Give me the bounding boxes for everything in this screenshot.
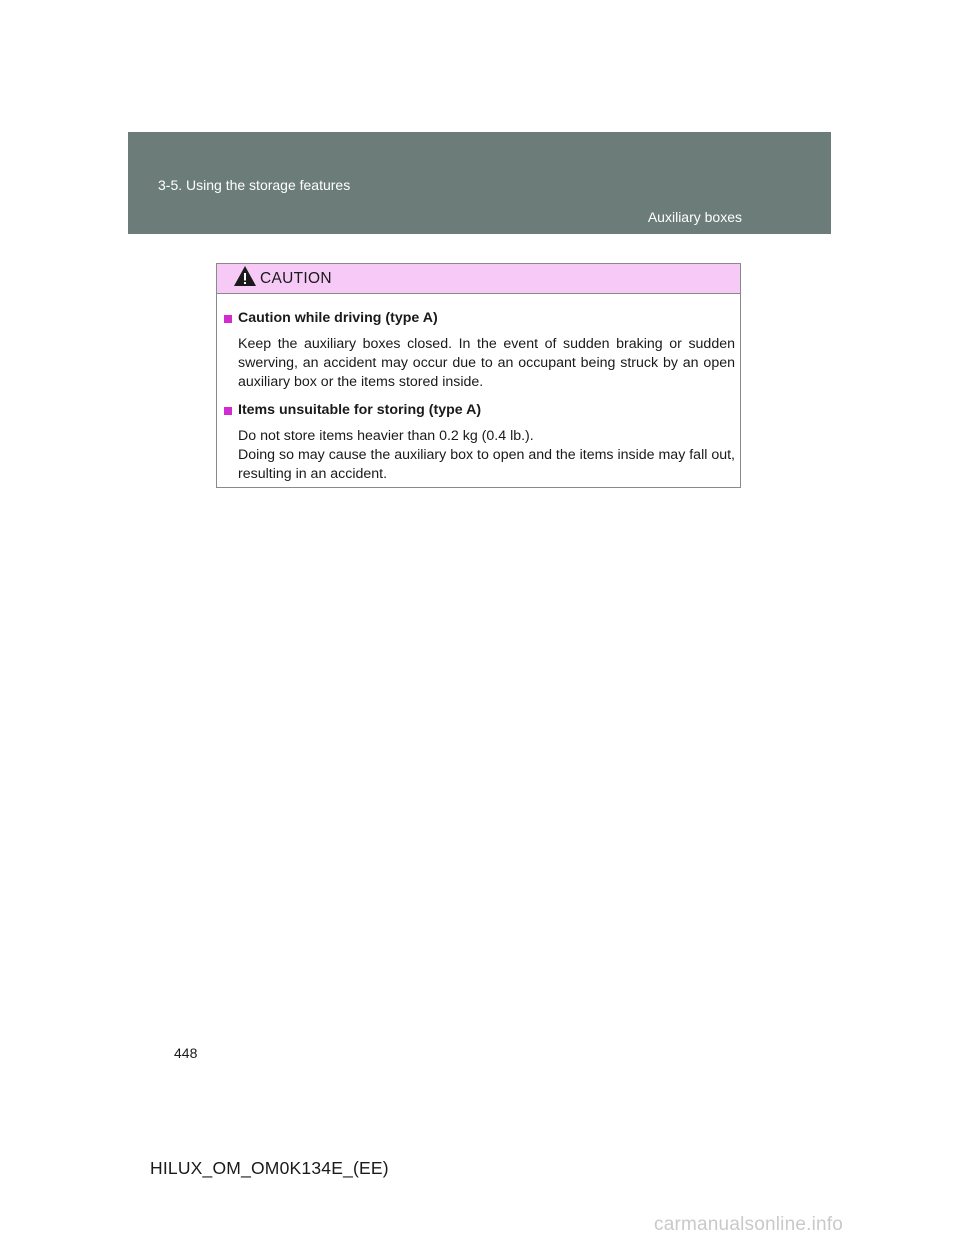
square-bullet-icon: [224, 315, 232, 323]
watermark-text: carmanualsonline.info: [654, 1214, 844, 1235]
caution-item-heading: [224, 401, 735, 420]
page-number: 448: [174, 1045, 198, 1061]
caution-item-heading-text: Caution while driving (type A): [238, 310, 438, 326]
caution-body: [217, 294, 740, 484]
caution-paragraph: Do not store items heavier than 0.2 kg (0.4 lb.).: [238, 428, 534, 444]
header-band: [128, 132, 831, 234]
caution-item-text: [238, 335, 735, 392]
caution-box: [216, 263, 741, 488]
caution-paragraph: Keep the auxiliary boxes closed. In the event of sudden braking or sudden swerving, an accident may occur due to an occupant being struck by an open auxiliary box or the items stored inside.: [238, 336, 735, 390]
caution-paragraph: Doing so may cause the auxiliary box to open and the items inside may fall out, resulting in an accident.: [238, 447, 735, 482]
caution-item-text: [238, 427, 735, 484]
caution-item-heading-text: Items unsuitable for storing (type A): [238, 402, 482, 418]
caution-header: [217, 264, 740, 294]
warning-triangle-icon: [233, 264, 257, 288]
caution-title: CAUTION: [260, 270, 332, 287]
section-label: 3-5. Using the storage features: [158, 177, 351, 193]
caution-item-heading: [224, 309, 735, 328]
document-code: HILUX_OM_OM0K134E_(EE): [150, 1158, 389, 1178]
square-bullet-icon: [224, 407, 232, 415]
page-topic: Auxiliary boxes: [647, 209, 742, 225]
